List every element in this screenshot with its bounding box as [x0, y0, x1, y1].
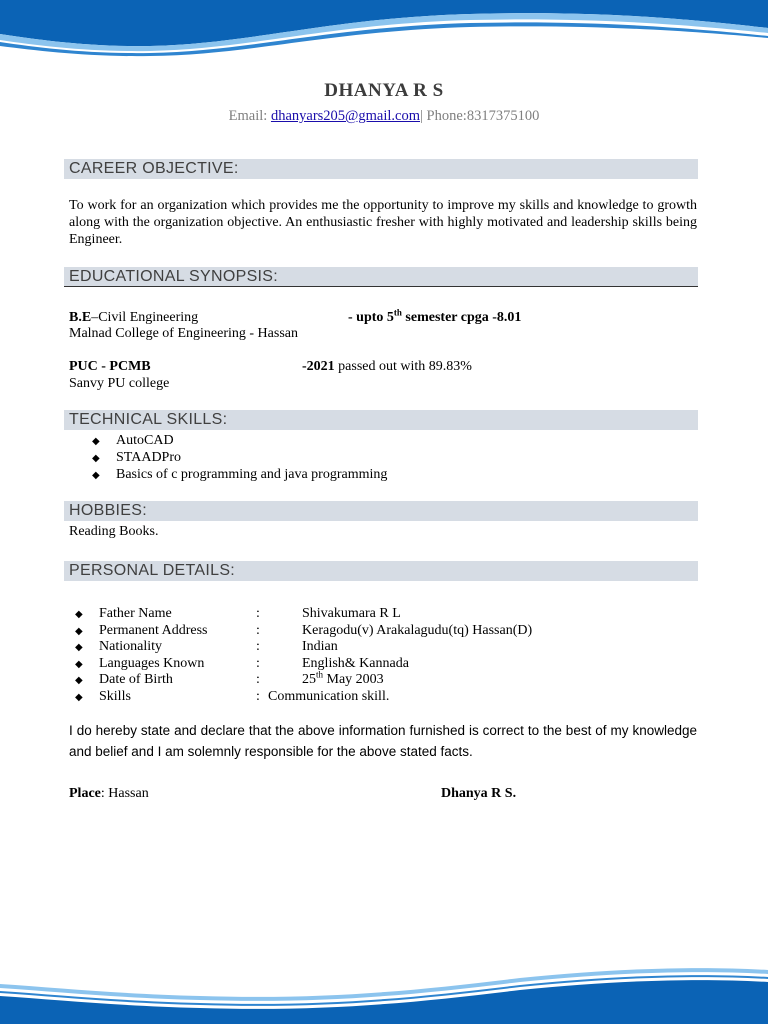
dob-day: 25	[302, 672, 316, 687]
detail-label: Date of Birth	[99, 672, 173, 687]
be-score	[348, 309, 521, 326]
dob-rest: May 2003	[323, 672, 384, 687]
educational-synopsis-heading: EDUCATIONAL SYNOPSIS:	[64, 267, 698, 287]
puc-result: passed out with 89.83%	[334, 359, 472, 374]
diamond-bullet-icon: ◆	[92, 453, 100, 464]
detail-label: Father Name	[99, 606, 172, 621]
puc-title: PUC - PCMB	[69, 359, 151, 374]
puc-college: Sanvy PU college	[69, 376, 170, 391]
dob-day-sup: th	[316, 669, 324, 680]
be-score-suffix: semester cpga -8.01	[401, 310, 522, 325]
technical-skills-heading: TECHNICAL SKILLS:	[64, 410, 698, 430]
skill-item	[92, 449, 100, 467]
detail-label: Languages Known	[99, 656, 205, 671]
detail-value: English& Kannada	[302, 656, 409, 671]
top-wave-decoration	[0, 0, 768, 60]
detail-label: Skills	[99, 689, 131, 704]
career-objective-heading: CAREER OBJECTIVE:	[64, 159, 698, 179]
diamond-bullet-icon: ◆	[75, 692, 83, 703]
detail-separator: :	[256, 672, 260, 687]
detail-value: Shivakumara R L	[302, 606, 401, 621]
be-degree: B.E	[69, 310, 92, 325]
career-objective-text: To work for an organization which provides me the opportunity to improve my skills and knowledge to growth along with the organization objective. An enthusiastic fresher with highly motivated and leadership skills being Engineer.	[69, 198, 697, 247]
be-score-prefix: - upto 5	[348, 310, 394, 325]
detail-value: Communication skill.	[268, 689, 390, 704]
declaration-text: I do hereby state and declare that the above information furnished is correct to the best of my knowledge and belief and I am solemnly responsible for the above stated facts.	[69, 723, 697, 759]
bottom-wave-decoration	[0, 964, 768, 1024]
detail-separator: :	[256, 689, 260, 704]
detail-separator: :	[256, 623, 260, 638]
place-label: Place	[69, 786, 101, 801]
diamond-bullet-icon: ◆	[75, 642, 83, 653]
detail-separator: :	[256, 656, 260, 671]
candidate-name: DHANYA R S	[324, 80, 444, 101]
detail-value: Indian	[302, 639, 338, 654]
email-label: Email:	[228, 108, 271, 124]
be-branch: –Civil Engineering	[91, 310, 199, 325]
detail-label: Permanent Address	[99, 623, 208, 638]
diamond-bullet-icon: ◆	[92, 470, 100, 481]
place-value: : Hassan	[100, 786, 149, 801]
puc-year: -2021	[302, 359, 335, 374]
diamond-bullet-icon: ◆	[75, 609, 83, 620]
hobbies-text: Reading Books.	[69, 524, 159, 539]
skill-item	[92, 466, 100, 484]
personal-details-heading: PERSONAL DETAILS:	[64, 561, 698, 581]
puc-result-line	[302, 358, 472, 375]
diamond-bullet-icon: ◆	[75, 626, 83, 637]
email-link[interactable]: dhanyars205@gmail.com	[270, 108, 421, 124]
detail-value	[302, 671, 384, 688]
be-college: Malnad College of Engineering - Hassan	[69, 326, 298, 341]
detail-separator: :	[256, 606, 260, 621]
contact-line	[0, 108, 768, 125]
skill-label: Basics of c programming and java programming	[116, 467, 388, 482]
skill-label: AutoCAD	[116, 433, 174, 448]
be-degree-line	[69, 309, 198, 326]
diamond-bullet-icon: ◆	[92, 436, 100, 447]
diamond-bullet-icon: ◆	[75, 659, 83, 670]
skill-item	[92, 432, 100, 450]
hobbies-heading: HOBBIES:	[64, 501, 698, 521]
signature-name: Dhanya R S.	[441, 786, 517, 801]
detail-label: Nationality	[99, 639, 162, 654]
diamond-bullet-icon: ◆	[75, 675, 83, 686]
phone-text: | Phone:8317375100	[420, 108, 540, 124]
be-score-sup: th	[393, 307, 402, 318]
place-line	[69, 785, 149, 802]
skill-label: STAADPro	[116, 450, 181, 465]
detail-value: Keragodu(v) Arakalagudu(tq) Hassan(D)	[302, 623, 533, 638]
detail-separator: :	[256, 639, 260, 654]
